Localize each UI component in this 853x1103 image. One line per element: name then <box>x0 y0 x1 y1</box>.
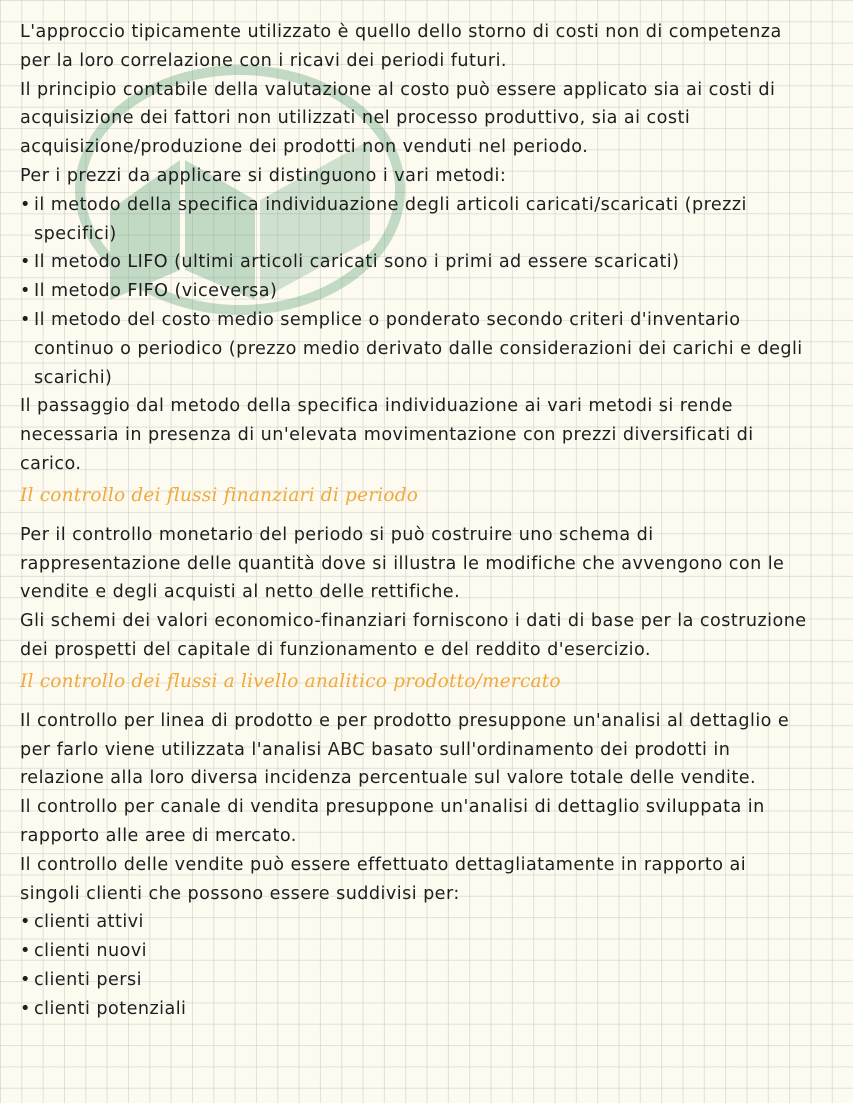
paragraph-line: rapporto alle aree di mercato. <box>20 825 297 846</box>
paragraph-line: Per il controllo monetario del periodo si può costruire uno schema di <box>20 524 654 545</box>
bullet-continuation: specifici) <box>34 223 117 244</box>
paragraph-line: Il passaggio dal metodo della specifica individuazione ai vari metodi si rende <box>20 396 733 417</box>
section-heading-financial-flows: Il controllo dei flussi finanziari di periodo <box>20 484 419 506</box>
paragraph-line: relazione alla loro diversa incidenza percentuale sul valore totale delle vendite. <box>20 768 757 789</box>
bullet-item-lost-clients: • clienti persi <box>20 966 840 995</box>
paragraph-line: Per i prezzi da applicare si distinguono i vari metodi: <box>20 165 507 186</box>
notes-page <box>20 18 840 1024</box>
paragraph-line: Il controllo per linea di prodotto e per prodotto presuppone un'analisi al dettaglio e <box>20 710 790 731</box>
bullet-item-new-clients: • clienti nuovi <box>20 937 840 966</box>
paragraph-line: Il controllo delle vendite può essere effettuato dettagliatamente in rapporto ai <box>20 854 747 875</box>
paragraph-line: vendite e degli acquisti al netto delle rettifiche. <box>20 582 461 603</box>
section-product-market <box>20 707 840 1024</box>
bullet-item-potential-clients: • clienti potenziali <box>20 995 840 1024</box>
section-costing-methods <box>20 18 840 479</box>
paragraph-line: Gli schemi dei valori economico-finanziari forniscono i dati di base per la costruzione <box>20 611 807 632</box>
bullet-item-fifo: • Il metodo FIFO (viceversa) <box>20 277 840 306</box>
bullet-continuation: continuo o periodico (prezzo medio derivato dalle considerazioni dei carichi e degli <box>34 338 803 359</box>
section-financial-flows <box>20 521 840 665</box>
paragraph-line: acquisizione dei fattori non utilizzati nel processo produttivo, sia ai costi <box>20 108 691 129</box>
bullet-item-average-cost: • Il metodo del costo medio semplice o ponderato secondo criteri d'inventario <box>20 306 840 335</box>
paragraph-line: L'approccio tipicamente utilizzato è quello dello storno di costi non di competenza <box>20 22 782 42</box>
bullet-item-active-clients: • clienti attivi <box>20 908 840 937</box>
paragraph-line: rappresentazione delle quantità dove si illustra le modifiche che avvengono con le <box>20 553 785 574</box>
paragraph-line: Il principio contabile della valutazione al costo può essere applicato sia ai costi di <box>20 79 776 100</box>
paragraph-line: per farlo viene utilizzata l'analisi ABC basato sull'ordinamento dei prodotti in <box>20 739 731 760</box>
paragraph-line: carico. <box>20 453 82 474</box>
paragraph-line: dei prospetti del capitale di funzionamento e del reddito d'esercizio. <box>20 639 651 660</box>
bullet-continuation: scarichi) <box>34 367 113 388</box>
paragraph-line: Il controllo per canale di vendita presuppone un'analisi di dettaglio sviluppata in <box>20 797 765 818</box>
bullet-item-specific-identification: • il metodo della specifica individuazione degli articoli caricati/scaricati (prezzi <box>20 191 840 220</box>
paragraph-line: acquisizione/produzione dei prodotti non venduti nel periodo. <box>20 137 589 158</box>
bullet-item-lifo: • Il metodo LIFO (ultimi articoli caricati sono i primi ad essere scaricati) <box>20 248 840 277</box>
paragraph-line: per la loro correlazione con i ricavi dei periodi futuri. <box>20 50 507 71</box>
paragraph-line: singoli clienti che possono essere suddivisi per: <box>20 883 460 904</box>
section-heading-product-market: Il controllo dei flussi a livello analitico prodotto/mercato <box>20 670 561 692</box>
paragraph-line: necessaria in presenza di un'elevata movimentazione con prezzi diversificati di <box>20 425 754 446</box>
